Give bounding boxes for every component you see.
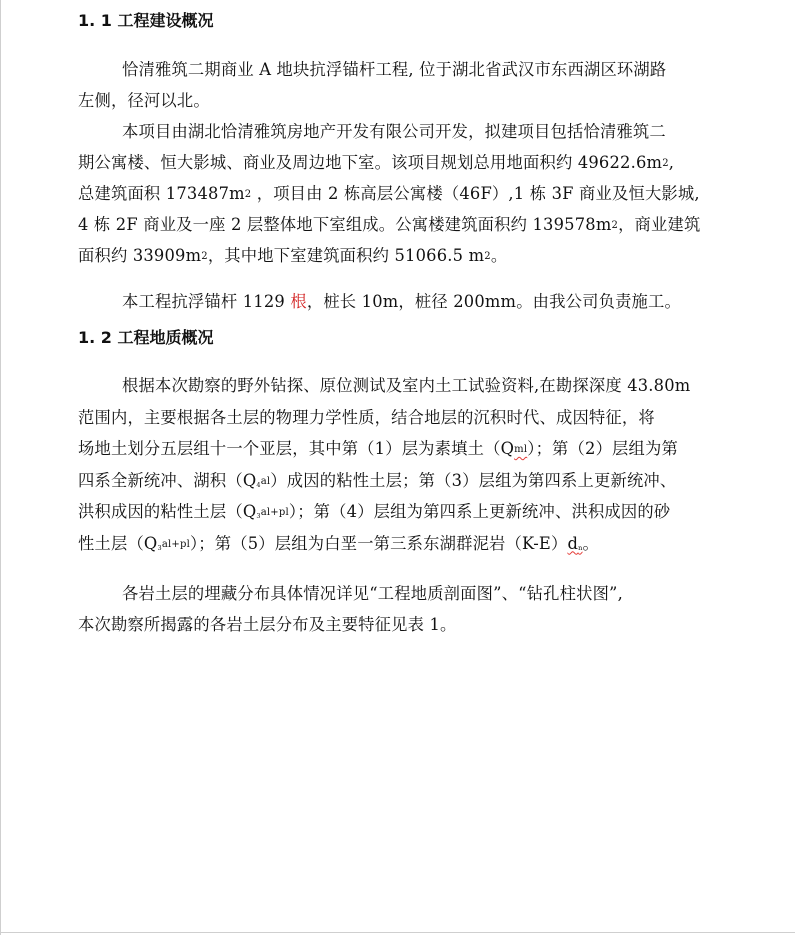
text-line: 本次勘察所揭露的各岩土层分布及主要特征见表 1。 xyxy=(78,615,457,634)
text-line: 期公寓楼、恒大影城、商业及周边地下室。该项目规划总用地面积约 $49622.6m^2$, xyxy=(78,153,675,172)
text-line: 本工程抗浮锚杆 1129 根，桩长 10m，桩径 200mm。由我公司负责施工。 xyxy=(122,292,682,311)
text-line: 左侧，径河以北。 xyxy=(78,91,210,110)
paragraph-project-location xyxy=(78,54,750,116)
page-left-border xyxy=(0,0,1,935)
text-line: 面积约 $33909m^2$，其中地下室建筑面积约 51066.5 $m^2$。 xyxy=(78,246,508,265)
section-heading-1-1: 1. 1 工程建设概况 xyxy=(78,11,214,30)
spellcheck-marked-text: $d_n$ xyxy=(567,533,583,553)
text-line: 本项目由湖北恰清雅筑房地产开发有限公司开发，拟建项目包括恰清雅筑二 xyxy=(122,122,666,141)
text-line: 根据本次勘察的野外钻探、原位测试及室内土工试验资料,在勘探深度 43.80m xyxy=(122,376,691,395)
paragraph-anchor-summary xyxy=(78,286,750,317)
text-line: 四系全新统冲、湖积$(Q_4^{al})$成因的粘性土层；第（3）层组为第四系上更新统冲、 xyxy=(78,470,677,490)
paragraph-soil-distribution xyxy=(78,578,750,640)
text-line: 场地土划分五层组十一个亚层，其中第（1）层为素填土$(Q^{ml})$；第（2）层组为第 xyxy=(78,439,678,458)
text-line: 洪积成因的粘性土层$(Q_3^{al+pl})$；第（4）层组为第四系上更新统冲、洪积成因的砂 xyxy=(78,502,671,521)
text-line: 总建筑面积 $173487m^2$ ，项目由 2 栋高层公寓楼（46F）,1 栋 3F 商业及恒大影城, xyxy=(78,184,700,203)
text-line: 4 栋 2F 商业及一座 2 层整体地下室组成。公寓楼建筑面积约 $139578m^2$，商业建筑 xyxy=(78,215,701,234)
highlighted-text: 根 xyxy=(290,292,307,311)
paragraph-project-overview xyxy=(78,116,750,271)
page-bottom-border xyxy=(0,932,795,933)
text-line: 各岩土层的埋藏分布具体情况详见“工程地质剖面图”、“钻孔柱状图”, xyxy=(122,584,623,603)
spellcheck-marked-text: ml xyxy=(514,444,528,455)
text-line: 性土层$(Q_3^{al+pl})$；第（5）层组为白垩一第三系东湖群泥岩$(K-E)d_n$。 xyxy=(78,533,599,553)
section-heading-1-2: 1. 2 工程地质概况 xyxy=(78,328,214,347)
paragraph-geology-overview xyxy=(78,370,750,559)
text-line: 恰清雅筑二期商业 A 地块抗浮锚杆工程, 位于湖北省武汉市东西湖区环湖路 xyxy=(122,60,667,79)
text-line: 范围内，主要根据各土层的物理力学性质，结合地层的沉积时代、成因特征，将 xyxy=(78,407,655,427)
